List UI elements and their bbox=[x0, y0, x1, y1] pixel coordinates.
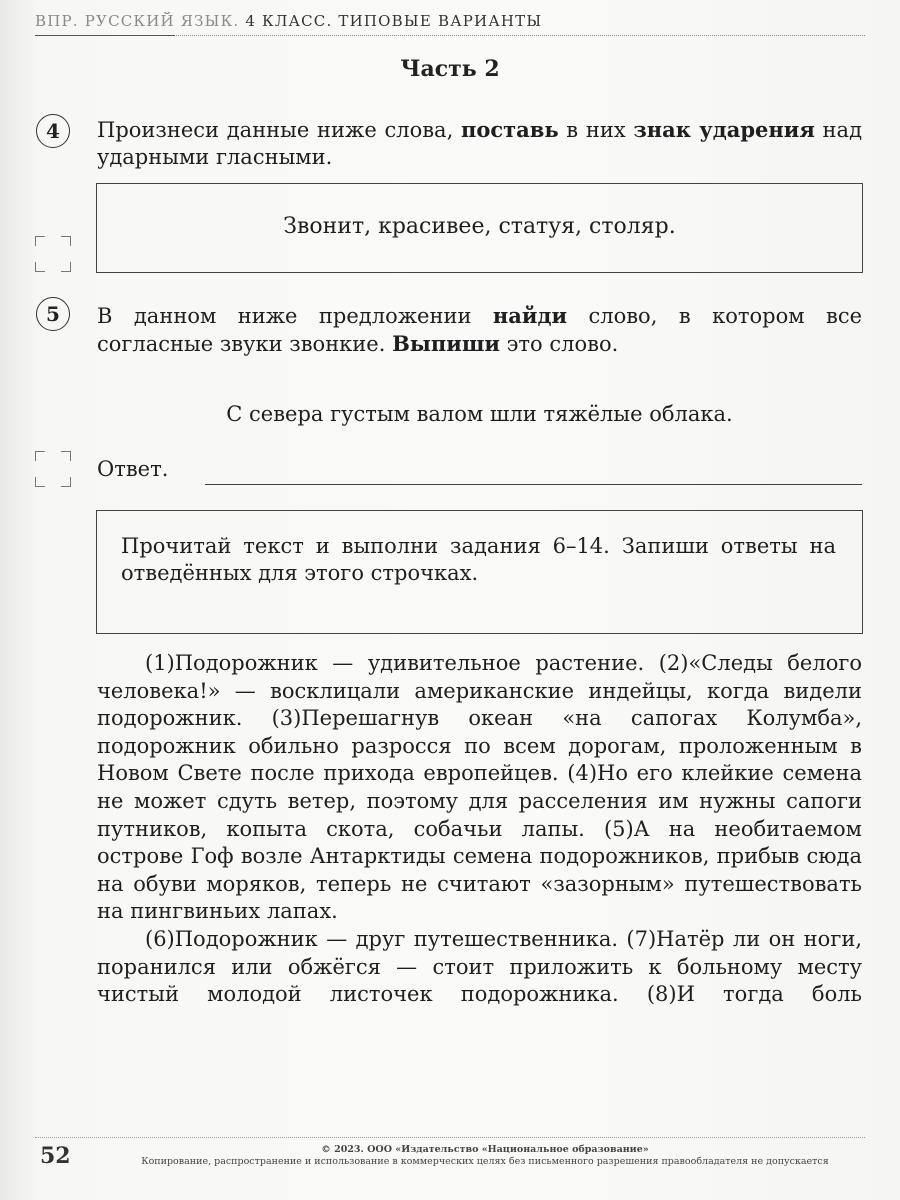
reading-paragraph-2: (6)Подорожник — друг путешественника. (7)Натёр ли он ноги, поранился или обжёгся — стоит приложить к больному месту чистый молодой листочек подорожника. (8)И тогда боль bbox=[97, 926, 862, 1007]
running-header-subject: ВПР. РУССКИЙ ЯЗЫК. bbox=[35, 12, 240, 30]
task-5-score-box[interactable] bbox=[35, 451, 71, 487]
reading-instruction-box bbox=[96, 510, 863, 634]
task-4-text-b: в них bbox=[558, 118, 634, 142]
task-4-text-c: над ударными гласными. bbox=[97, 118, 862, 169]
reading-passage bbox=[97, 650, 862, 1009]
task-number-5-icon: 5 bbox=[36, 297, 70, 331]
task-5-text-c: это слово. bbox=[500, 332, 619, 356]
task-5-text-a: В данном ниже предложении bbox=[97, 304, 493, 328]
running-header bbox=[35, 12, 542, 30]
part-title: Часть 2 bbox=[400, 56, 500, 82]
task-5-answer-label: Ответ. bbox=[97, 457, 169, 481]
copyright-line-1: © 2023. ООО «Издательство «Национальное образование» bbox=[321, 1144, 649, 1155]
copyright-line-2: Копирование, распространение и использование в коммерческих целях без письменного разрешения правообладателя не допускается bbox=[141, 1156, 829, 1167]
page-number: 52 bbox=[40, 1143, 71, 1169]
task-5-instruction bbox=[97, 302, 862, 358]
task-4-keyword-put: поставь bbox=[460, 117, 559, 142]
reading-instruction-text: Прочитай текст и выполни задания 6–14. Запиши ответы на отведённых для этого строчках. bbox=[121, 534, 836, 585]
header-divider bbox=[35, 35, 865, 36]
task-4-keyword-stress: знак ударения bbox=[633, 117, 815, 142]
task-5-answer-line[interactable] bbox=[205, 484, 862, 485]
copyright-notice bbox=[100, 1144, 870, 1168]
task-5-text-b: слово, в котором все согласные звуки звонкие. bbox=[97, 304, 863, 356]
task-number-4-icon: 4 bbox=[36, 114, 70, 148]
task-4-score-box[interactable] bbox=[35, 236, 71, 272]
reading-paragraph-1: (1)Подорожник — удивительное растение. (2)«Следы белого человека!» — восклицали американские индейцы, когда видели подорожник. (3)Перешагнув океан «на сапогах Колумба», подорожник обильно разросся по всем дорогам, проложенным в Новом Свете после прихода европейцев. (4)Но его клейкие семена не может сдуть ветер, поэтому для расселения им нужны сапоги путников, копыта скота, собачьи лапы. (5)А на необитаемом острове Гоф возле Антарктиды семена подорожников, прибыв сюда на обуви моряков, теперь не считают «зазорным» путешествовать на пингвиньих лапах. bbox=[97, 651, 862, 924]
task-5-sentence: С севера густым валом шли тяжёлые облака. bbox=[226, 402, 733, 426]
task-4-word-box bbox=[96, 183, 863, 273]
footer-divider bbox=[35, 1137, 865, 1138]
task-4-text-a: Произнеси данные ниже слова, bbox=[97, 118, 461, 142]
task-5-keyword-write: Выпиши bbox=[392, 331, 500, 356]
running-header-grade: 4 КЛАСС. ТИПОВЫЕ ВАРИАНТЫ bbox=[245, 12, 543, 30]
task-4-instruction bbox=[97, 116, 862, 171]
task-5-keyword-find: найди bbox=[492, 303, 568, 328]
task-4-words[interactable]: Звонит, красивее, статуя, столяр. bbox=[283, 214, 676, 239]
